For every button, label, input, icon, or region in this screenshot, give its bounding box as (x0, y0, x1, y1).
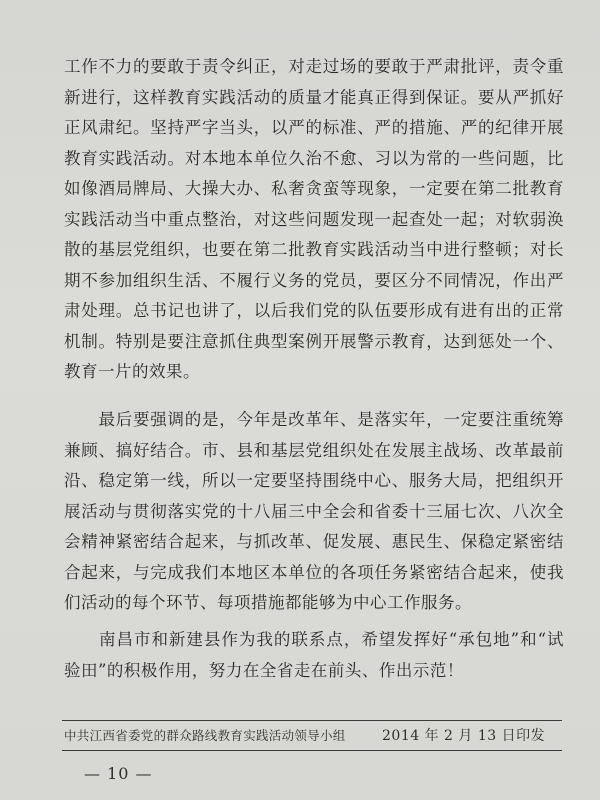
body-paragraph-1: 工作不力的要敢于责令纠正，对走过场的要敢于严肃批评，责令重新进行，这样教育实践活动的质量才能真正得到保证。要从严抓好正风肃纪。坚持严字当头，以严的标准、严的措施、严的纪律开展教育实践活动。对本地本单位久治不愈、习以为常的一些问题，比如像酒局牌局、大操大办、私奢贪蛮等现象，一定要在第二批教育实践活动当中重点整治，对这些问题发现一起查处一起；对软弱涣散的基层党组织，也要在第二批教育实践活动当中进行整顿；对长期不参加组织生活、不履行义务的党员，要区分不同情况，作出严肃处理。总书记也讲了，以后我们党的队伍要形成有进有出的正常机制。特别是要注意抓住典型案例开展警示教育，达到惩处一个、教育一片的效果。 (64, 57, 564, 381)
page-number: — 10 — (84, 764, 153, 783)
print-date: 2014 年 2 月 13 日印发 (382, 728, 546, 744)
footer-bottom-rule (62, 750, 562, 751)
body-paragraph-2: 最后要强调的是，今年是改革年、是落实年，一定要注重统筹兼顾、搞好结合。市、县和基层党组织处在发展主战场、改革最前沿、稳定第一线，所以一定要坚持围绕中心、服务大局，把组织开展活动与贯彻落实党的十八届三中全会和省委十三届七次、八次全会精神紧密结合起来，与抓改革、促发展、惠民生、保稳定紧密结合起来，与完成我们本地区本单位的各项任务紧密结合起来，使我们活动的每个环节、每项措施都能够为中心工作服务。 (64, 410, 564, 612)
issuing-organization: 中共江西省委党的群众路线教育实践活动领导小组 (64, 728, 346, 743)
footer-top-rule (62, 720, 562, 721)
body-paragraph-3: 南昌市和新建县作为我的联系点，希望发挥好“承包地”和“试验田”的积极作用，努力在全省走在前头、作出示范！ (64, 630, 564, 680)
